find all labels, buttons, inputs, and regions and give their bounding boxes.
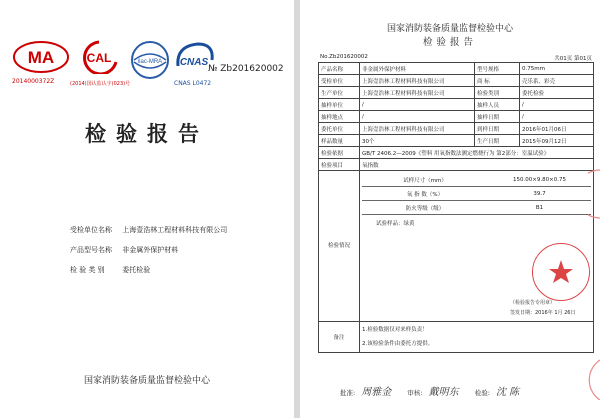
table-cell: / <box>520 99 594 111</box>
report-table <box>318 62 594 353</box>
table-row <box>319 111 594 123</box>
result-value: 150.00×9.80×0.75 <box>488 173 591 187</box>
cover-field-client <box>70 225 227 235</box>
cal-caption: (2014)国认监认字(023)号 <box>70 81 131 87</box>
notes-label: 备注 <box>319 322 360 353</box>
cover-field-value: 委托检验 <box>122 266 151 274</box>
reviewer-label: 审核: <box>407 389 423 397</box>
table-row <box>319 147 594 159</box>
result-row <box>362 201 591 215</box>
basis-label: 检验依据 <box>319 147 360 159</box>
table-cell: 委托检验 <box>520 87 594 99</box>
table-row <box>319 123 594 135</box>
cover-field-product <box>70 245 178 255</box>
test-report-page <box>300 0 600 418</box>
cnas-logo-text: CNAS <box>179 57 209 68</box>
cal-logo-text: CAL <box>86 51 112 65</box>
table-cell: 委托单位 <box>319 123 360 135</box>
table-cell: 检验类别 <box>475 87 520 99</box>
table-cell: 抽样人员 <box>475 99 520 111</box>
table-cell: 抽样日期 <box>475 111 520 123</box>
conclusion-label: 检验情况 <box>319 171 360 322</box>
report-number: No.Zb201620002 <box>320 54 368 60</box>
table-cell: 上海壹浩林工程材料科技有限公司 <box>360 123 475 135</box>
cover-title: 检验报告 <box>85 121 209 146</box>
ilac-mra-logo-icon <box>130 40 170 80</box>
table-cell: 2016年01月06日 <box>520 123 594 135</box>
table-cell: 30个 <box>360 135 475 147</box>
table-cell: 生产日期 <box>475 135 520 147</box>
tester-label: 检验: <box>474 389 490 397</box>
report-header-title: 检验报告 <box>422 37 477 48</box>
result-row <box>362 173 591 187</box>
table-cell: 样品数量 <box>319 135 360 147</box>
table-cell: 抽样单位 <box>319 99 360 111</box>
table-cell: 型号规格 <box>475 63 520 75</box>
table-cell: 壳乐系、彩壳 <box>520 75 594 87</box>
perforation-seal-icon <box>588 150 600 400</box>
cover-field-test-type <box>70 265 150 275</box>
report-header-org: 国家消防装备质量监督检验中心 <box>386 24 513 34</box>
cover-field-label: 检 验 类 别 <box>70 266 105 274</box>
cma-logo-icon <box>12 40 70 74</box>
tester-signature: 沈 陈 <box>496 387 520 398</box>
table-cell: / <box>360 99 475 111</box>
result-item: 氧 指 数（%） <box>362 187 488 201</box>
conclusion-cell <box>360 171 594 322</box>
cover-report-number: № Zb201620002 <box>208 64 284 74</box>
report-cover-page <box>0 0 294 418</box>
table-row <box>319 159 594 171</box>
table-row <box>319 135 594 147</box>
table-row <box>319 322 594 353</box>
sign-date: 签发日期：2016年 1月 26日 <box>510 310 576 316</box>
result-row <box>362 187 591 201</box>
seal-caption: （检验报告专用章） <box>510 300 556 306</box>
table-cell: 0.75mm <box>520 63 594 75</box>
cma-caption: 2014000372Z <box>12 78 55 85</box>
table-cell: 产品名称 <box>319 63 360 75</box>
items-value: 氧指数 <box>360 159 594 171</box>
cover-footer-org: 国家消防装备质量监督检验中心 <box>83 376 210 386</box>
cover-field-label: 产品型号名称 <box>70 246 112 254</box>
items-label: 检验项目 <box>319 159 360 171</box>
note-line: 2.该检验条件由委托方提供。 <box>362 341 434 347</box>
table-row <box>319 87 594 99</box>
result-item: 试样尺寸（mm） <box>362 173 488 187</box>
signature-line <box>340 383 523 398</box>
result-value: B1 <box>488 201 591 215</box>
cover-field-value: 上海壹浩林工程材料科技有限公司 <box>122 226 228 234</box>
table-cell: 上海壹浩林工程材料科技有限公司 <box>360 75 475 87</box>
table-cell: 受检单位 <box>319 75 360 87</box>
table-row <box>319 75 594 87</box>
approver-label: 批准: <box>340 389 356 397</box>
notes-cell <box>360 322 594 353</box>
cnas-caption: CNAS L0472 <box>174 80 212 87</box>
table-row <box>319 63 594 75</box>
table-row <box>319 171 594 322</box>
table-cell: 2015年09月12日 <box>520 135 594 147</box>
table-cell: 到样日期 <box>475 123 520 135</box>
results-table <box>362 173 591 215</box>
note-line: 1.检验数据仅对来样负责！ <box>362 327 428 333</box>
reviewer-signature: 戴明东 <box>428 387 459 398</box>
cover-field-value: 非金属外保护材料 <box>122 246 179 254</box>
inspection-seal-icon <box>532 243 590 301</box>
table-cell: 商 标 <box>475 75 520 87</box>
ilac-logo-text: ilac-MRA <box>137 59 163 65</box>
basis-value: GB/T 2406.2—2009《塑料 用氧指数法测定燃烧行为 第2部分：室温试验》 <box>360 147 594 159</box>
table-cell: / <box>360 111 475 123</box>
result-item: 防火等级（级） <box>362 201 488 215</box>
table-cell: 上海壹浩林工程材料科技有限公司 <box>360 87 475 99</box>
table-row <box>319 99 594 111</box>
sample-color-line: 试验样品：绿黄 <box>376 221 415 227</box>
report-header <box>300 22 600 50</box>
table-cell: / <box>520 111 594 123</box>
cover-field-label: 受检单位名称 <box>70 226 112 234</box>
cma-logo-text: MA <box>27 48 55 67</box>
table-cell: 非金属外保护材料 <box>360 63 475 75</box>
report-page-count: 共01页 第01页 <box>554 56 592 62</box>
seal-star-icon <box>533 244 589 300</box>
approver-signature: 周雅金 <box>361 387 392 398</box>
cal-logo-icon <box>76 40 122 74</box>
result-value: 39.7 <box>488 187 591 201</box>
table-cell: 生产单位 <box>319 87 360 99</box>
table-cell: 抽样地点 <box>319 111 360 123</box>
